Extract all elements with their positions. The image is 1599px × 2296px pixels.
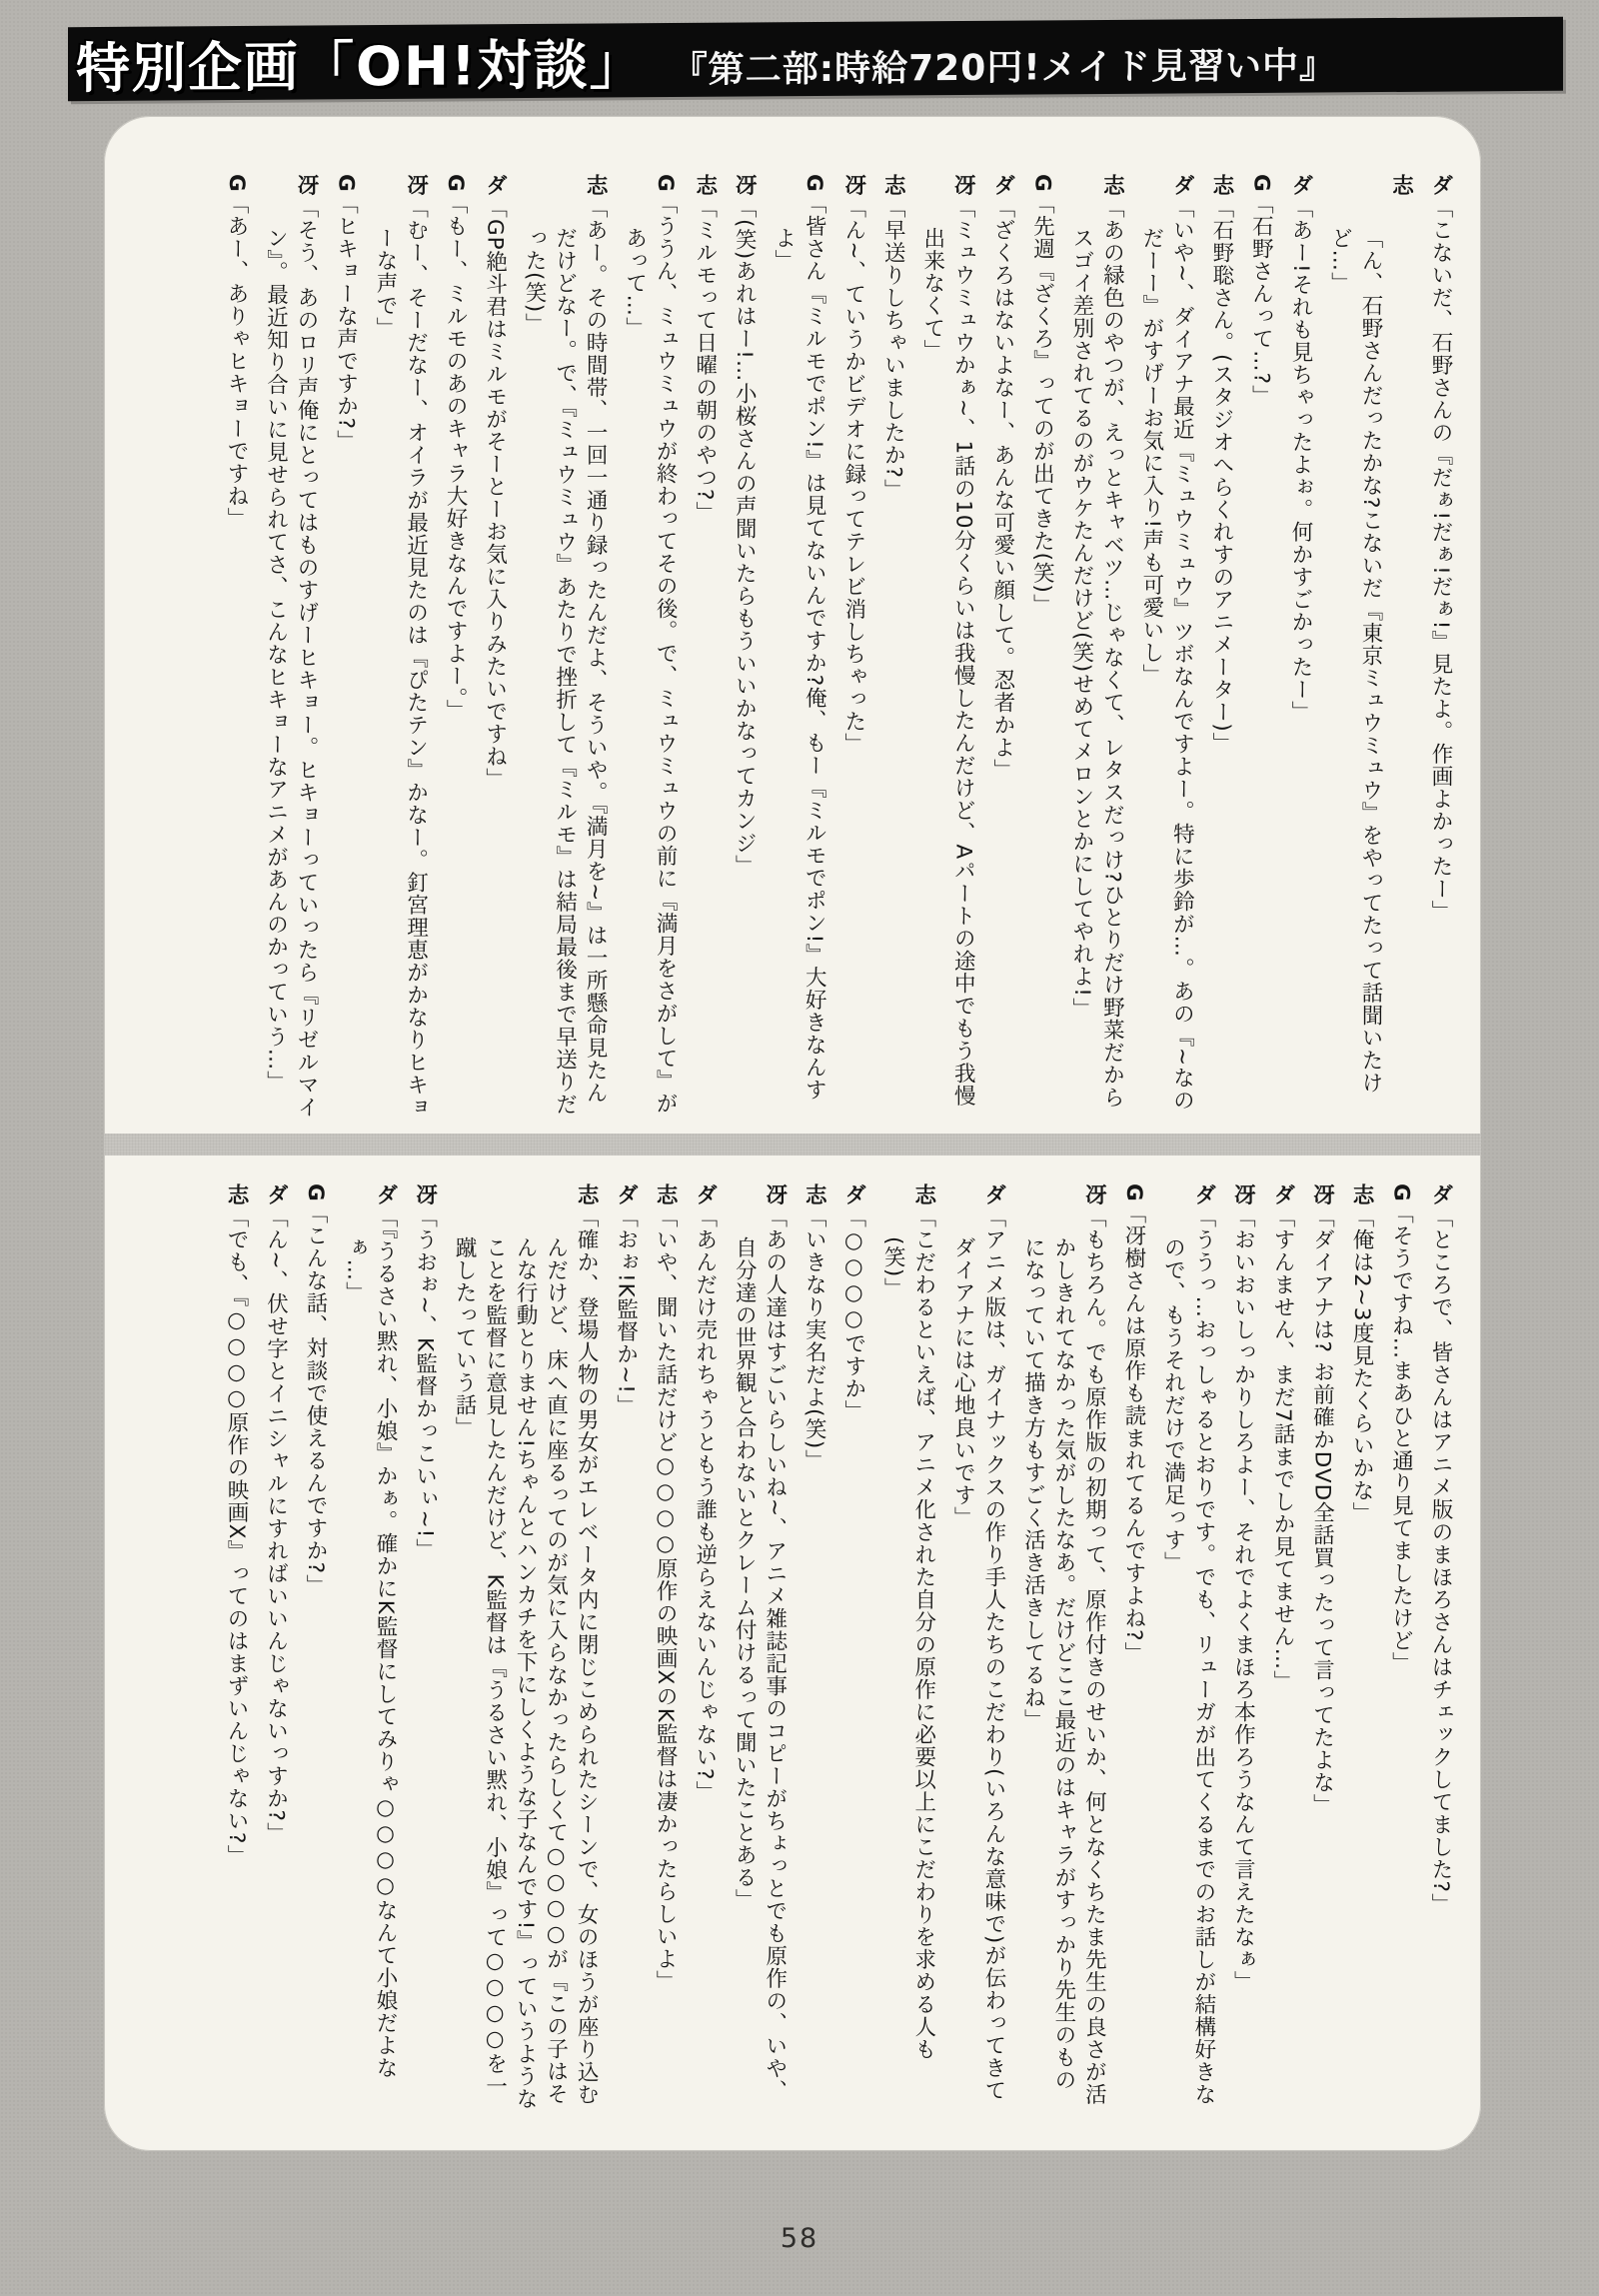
dialogue-line (220, 174, 251, 1126)
speaker-label: ダ (692, 1183, 718, 1206)
dialogue-line (799, 1183, 829, 2113)
speaker-label: 冴 (294, 174, 320, 197)
dialogue-text: 「こんな話、対談で使えるんですか?」 (303, 1201, 329, 1597)
dialogue-line (1205, 174, 1236, 1126)
speaker-label: 志 (583, 174, 609, 197)
speaker-label: G (333, 174, 359, 193)
speaker-label: 志 (880, 174, 906, 197)
dialogue-line (300, 1183, 331, 2113)
dialogue-line (947, 1183, 1008, 2113)
dialogue-text: 「おいおいしっかりしろよー、それでよくまほろ本作ろうなんて言えたなぁ」 (1230, 1205, 1256, 1993)
dialogue-text: 「GP絶斗君はミルモがそーとーお気に入りみたいですね」 (482, 196, 508, 791)
dialogue-line (519, 174, 611, 1126)
dialogue-line (689, 174, 720, 1126)
dialogue-text: 「冴樹さんは原作も読まれてるんですよね?」 (1120, 1201, 1146, 1665)
speaker-label: G (1388, 1183, 1414, 1202)
dialogue-line (877, 1183, 938, 2113)
speaker-label: ダ (980, 1183, 1006, 1206)
dialogue-line (1026, 174, 1057, 1126)
dialogue-line (689, 1183, 720, 2113)
dialogue-line (1424, 174, 1455, 1126)
dialogue-text: 「石野さんって…?」 (1248, 192, 1274, 408)
dialogue-line (1245, 174, 1276, 1126)
speaker-label: 冴 (1081, 1183, 1107, 1206)
dialogue-line (1157, 1183, 1218, 2113)
dialogue-line (409, 1183, 440, 2113)
dialogue-text: 「こだわるといえば、アニメ化された自分の原作に必要以上にこだわりを求める人も(笑)」 (880, 1205, 936, 2061)
dialogue-line (1324, 174, 1416, 1126)
dialogue-line (260, 1183, 291, 2113)
dialogue-line (837, 1183, 868, 2113)
dialogue-line (479, 174, 510, 1126)
dialogue-line (440, 174, 471, 1126)
dialogue-line (610, 1183, 641, 2113)
dialogue-line (729, 174, 760, 1126)
speaker-label: G (801, 174, 827, 193)
dialogue-text: 「『うるさい黙れ、小娘』かぁ。確かにK監督にしてみりゃ○○○○なんて小娘だよなぁ…」 (342, 1205, 399, 2079)
dialogue-text: 「うおぉ~、K監督かっこいぃ~!」 (412, 1205, 438, 1561)
dialogue-line (1385, 1183, 1416, 2113)
dialogue-text: 「いきなり実名だよ(笑)」 (801, 1205, 827, 1472)
dialogue-text: 「あんだけ売れちゃうともう誰も逆らえないんじゃない?」 (692, 1205, 718, 1803)
dialogue-text: 「もちろん。でも原作版の初期って、原作付きのせいか、何となくちたま先生の良さが活かしきれてなかった気がしたなあ。だけどここ最近のはキャラがすっかり先生のものになっていて描き方もすごく活き活きしてるね」 (1020, 1205, 1107, 2106)
speaker-label: ダ (263, 1183, 289, 1206)
dialogue-text: 「あの緑色のやつが、えっとキャベツ…じゃなくて、レタスだっけ?ひとりだけ野菜だからスゴイ差別されてるのがウケたんだけど(笑)せめてメロンとかにしてやれよ!」 (1068, 196, 1125, 1109)
dialogue-text: 「あー。その時間帯、一回一通り録ったんだよ、そういや。『満月を~』は一所懸命見たんだけどなー。で、『ミュウミュウ』あたりで挫折して『ミルモ』は結局最後まで早送りだった(笑)」 (522, 196, 609, 1116)
dialogue-text: 「○○○○ですか」 (840, 1205, 866, 1422)
speaker-label: ダ (1428, 1183, 1453, 1206)
dialogue-text: 「ミュウミュウかぁ~、1話の10分くらいは我慢したんだけど、Aパートの途中でもう我慢出来なくて」 (919, 196, 976, 1108)
dialogue-line (449, 1183, 602, 2113)
page-title: 特別企画「OH!対談」 (76, 32, 646, 100)
speaker-label: 冴 (762, 1183, 788, 1206)
dialogue-line (370, 174, 431, 1126)
dialogue-text: 「石野聡さん。(スタジオへらくれすのアニメーター)」 (1208, 196, 1234, 756)
dialogue-text: 「(笑)あれはー!…小桜さんの声聞いたらもういいかなってカンジ」 (732, 196, 758, 878)
dialogue-line (339, 1183, 400, 2113)
dialogue-line (1017, 1183, 1109, 2113)
speaker-label: ダ (989, 174, 1015, 197)
dialogue-line (1306, 1183, 1337, 2113)
dialogue-line (650, 1183, 681, 2113)
dialogue-text: 「ダイアナは? お前確かDVD全話買ったって言ってたよな」 (1309, 1205, 1335, 1817)
dialogue-text: 「こないだ、石野さんの『だぁ!だぁ!だぁ!』見たよ。作画よかったー」 (1428, 196, 1453, 923)
dialogue-text: 「ん~、ていうかビデオに録ってテレビ消しちゃった」 (840, 196, 866, 756)
speaker-label: 志 (801, 1183, 827, 1206)
dialogue-text: 「早送りしちゃいましたか?」 (880, 196, 906, 502)
dialogue-text: 「ううっ…おっしゃるとおりです。でも、リューガが出てくるまでのお話しが結構好きなので、もうそれだけで満足っす」 (1160, 1205, 1216, 2106)
speaker-label: 志 (1388, 174, 1414, 197)
speaker-label: G (223, 174, 249, 193)
dialogue-line (1065, 174, 1126, 1126)
speaker-label: ダ (1428, 174, 1453, 197)
dialogue-text: 「俺は2~3度見たくらいかな」 (1348, 1205, 1374, 1524)
speaker-label: 冴 (840, 174, 866, 197)
speaker-label: 冴 (950, 174, 976, 197)
speaker-label: ダ (840, 1183, 866, 1206)
speaker-label: 冴 (412, 1183, 438, 1206)
dialogue-text: 「すんません、まだ7話までしか見てません…」 (1269, 1205, 1295, 1693)
dialogue-text: 「そうですね…まあひと通り見てましたけど」 (1388, 1201, 1414, 1675)
dialogue-text: 「先週『ざくろ』ってのが出てきた(笑)」 (1029, 192, 1055, 617)
dialogue-text: 「ざくろはないよなー、あんな可愛い顔して。忍者かよ」 (989, 196, 1015, 782)
speaker-label: G (1120, 1183, 1146, 1202)
dialogue-line (1345, 1183, 1376, 2113)
dialogue-block-1 (126, 174, 1455, 1126)
dialogue-text: 「もー、ミルモのあのキャラ大好きなんですよー。」 (443, 192, 469, 722)
speaker-label: 志 (223, 1183, 249, 1206)
dialogue-line (1266, 1183, 1297, 2113)
dialogue-line (260, 174, 321, 1126)
section-divider (104, 1134, 1481, 1155)
speaker-label: 志 (574, 1183, 600, 1206)
dialogue-line (986, 174, 1017, 1126)
dialogue-text: 「ところで、皆さんはアニメ版のまほろさんはチェックしてました?」 (1428, 1205, 1453, 1916)
dialogue-line (1424, 1183, 1455, 2113)
dialogue-text: 「あの人達はすごいらしいね~、アニメ雑誌記事のコピーがちょっとでも原作の、いや、自分達の世界観と合わないとクレーム付けるって聞いたことある」 (732, 1205, 788, 2103)
speaker-label: ダ (1269, 1183, 1295, 1206)
speaker-label: 冴 (732, 174, 758, 197)
speaker-label: ダ (1169, 174, 1195, 197)
dialogue-line (220, 1183, 251, 2113)
dialogue-text: 「おぉ!K監督か~!」 (613, 1205, 639, 1417)
speaker-label: 冴 (1309, 1183, 1335, 1206)
dialogue-text: 「ううん、ミュウミュウが終わってその後。で、ミュウミュウの前に『満月をさがして』があって…」 (622, 192, 679, 1116)
dialogue-line (877, 174, 908, 1126)
dialogue-text: 「確か、登場人物の男女がエレベータ内に閉じこめられたシーンで、女のほうが座り込むんだけど、床へ直に座るってのが気に入らなかったらしくて○○○○が『この子はそんな行動とりません!ちゃんとハンカチを下にしくような子なんです!』っていうようなことを監督に意見したんだけど、K監督は『うるさい黙れ、小娘』って○○○○を一蹴したっていう話」 (452, 1205, 600, 2110)
speaker-label: G (1029, 174, 1055, 193)
dialogue-text: 「ん、石野さんだったかな?こないだ『東京ミュウミュウ』をやってたって話聞いたけど…」 (1327, 226, 1383, 1095)
dialogue-line (1227, 1183, 1258, 2113)
speaker-label: G (303, 1183, 329, 1202)
dialogue-text: 「あー、ありゃヒキョーですね」 (223, 192, 249, 531)
speaker-label: 志 (1348, 1183, 1374, 1206)
speaker-label: 志 (910, 1183, 936, 1206)
dialogue-text: 「ミルモって日曜の朝のやつ?」 (692, 196, 718, 524)
page-number: 58 (780, 2223, 819, 2254)
dialogue-text: 「でも、『○○○○原作の映画X』ってのはまずいんじゃない?」 (223, 1205, 249, 1867)
page-subtitle: 『第二部:時給720円!メイド見習い中』 (671, 44, 1336, 91)
dialogue-text: 「皆さん『ミルモでポン!』は見てないんですか?俺、もー『ミルモでポン!』大好きなんすよ」 (771, 192, 827, 1102)
speaker-label: 志 (1099, 174, 1125, 197)
dialogue-line (330, 174, 361, 1126)
dialogue-line (619, 174, 680, 1126)
dialogue-text: 「むー、そーだなー、オイラが最近見たのは『ぴたテン』かなー。釘宮理恵がかなりヒキョーな声で」 (373, 196, 429, 1119)
speaker-label: ダ (373, 1183, 399, 1206)
page-card (104, 116, 1481, 2151)
dialogue-text: 「あー!それも見ちゃったよぉ。何かすごかったー」 (1287, 196, 1313, 724)
dialogue-text: 「アニメ版は、ガイナックスの作り手人たちのこだわり(いろんな意味で)が伝わってきてダイアナには心地良いです」 (950, 1205, 1006, 2102)
speaker-label: G (653, 174, 679, 193)
dialogue-text: 「ん~、伏せ字とイニシャルにすればいいんじゃないっすか?」 (263, 1205, 289, 1845)
dialogue-text: 「いや~、ダイアナ最近『ミュウミュウ』ツボなんですよー。特に歩鈴が…。あの『~なのだーー』がすげーお気に入り!声も可愛いし」 (1138, 196, 1195, 1113)
speaker-label: ダ (1190, 1183, 1216, 1206)
dialogue-line (768, 174, 828, 1126)
dialogue-text: 「そう、あのロリ声俺にとってはものすげーヒキョー。ヒキョーっていったら『リゼルマイン』。最近知り合いに見せられてさ、こんなヒキョーなアニメがあんのかっていう…」 (263, 196, 320, 1119)
header-banner (68, 17, 1563, 101)
dialogue-line (729, 1183, 790, 2113)
speaker-label: 志 (653, 1183, 679, 1206)
speaker-label: 冴 (403, 174, 429, 197)
dialogue-block-2 (126, 1183, 1455, 2113)
speaker-label: ダ (1287, 174, 1313, 197)
speaker-label: 志 (692, 174, 718, 197)
speaker-label: G (443, 174, 469, 193)
dialogue-line (1284, 174, 1315, 1126)
speaker-label: 志 (1208, 174, 1234, 197)
dialogue-line (1135, 174, 1196, 1126)
dialogue-text: 「ヒキョーな声ですか?」 (333, 192, 359, 453)
speaker-label: 冴 (1230, 1183, 1256, 1206)
dialogue-line (1117, 1183, 1148, 2113)
dialogue-line (916, 174, 977, 1126)
dialogue-text: 「いや、聞いた話だけど○○○○原作の映画XのK監督は凄かったらしいよ」 (653, 1205, 679, 1993)
speaker-label: ダ (613, 1183, 639, 1206)
speaker-label: G (1248, 174, 1274, 193)
speaker-label: ダ (482, 174, 508, 197)
dialogue-line (837, 174, 868, 1126)
